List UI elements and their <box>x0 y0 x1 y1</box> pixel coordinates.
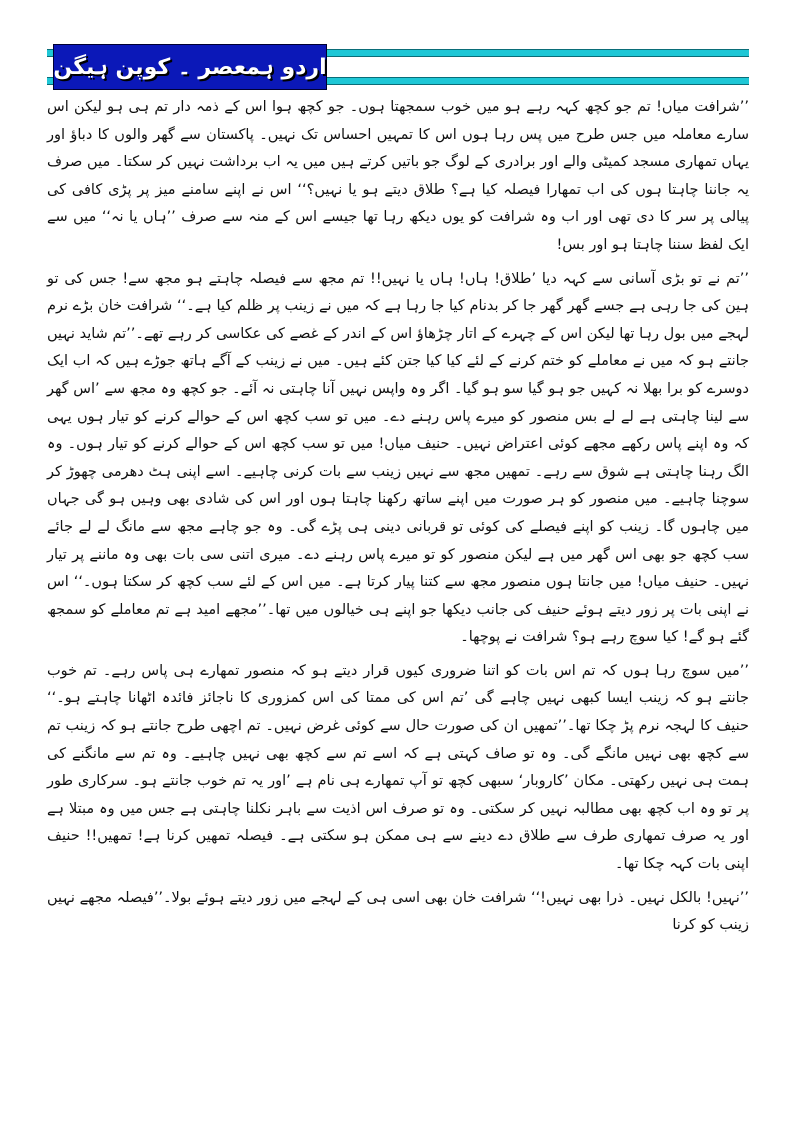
paragraph-3: ’’میں سوچ رہا ہوں کہ تم اس بات کو اتنا ضروری کیوں قرار دیتے ہو کہ منصور تمھارے ہی پاس رہے۔ تم خوب جانتے ہو کہ زینب ایسا کبھی نہیں چاہے گی ’تم اس کی ممتا کی اس کمزوری کا ناجائز فائدہ اٹھانا چاہتے ہو۔‘‘ حنیف کا لہجہ نرم پڑ چکا تھا۔’’تمھیں ان کی صورت حال سے کوئی غرض نہیں۔ تم اچھی طرح جانتے ہو کہ زینب تم سے کچھ بھی نہیں مانگے گی۔ وہ تو صاف کہتی ہے کہ اسے تم سے کچھ بھی نہیں چاہیے۔ وہ تم سے مانگنے کی ہمت ہی نہیں رکھتی۔ مکان ’کاروبار‘ سبھی کچھ تو آپ تمھارے ہی نام ہے ’اور یہ تم خوب جانتے ہو۔ سرکاری طور پر تو وہ اب کچھ بھی مطالبہ نہیں کر سکتی۔ وہ تو صرف اس اذیت سے باہر نکلنا چاہتی ہے جس میں وہ مبتلا ہے اور یہ صرف تمھاری طرف سے طلاق دے دینے سے ہی ممکن ہو سکتی ہے۔ فیصلہ تمھیں کرنا ہے! تمھیں!! حنیف اپنی بات کہہ چکا تھا۔ <box>47 662 749 873</box>
article-body <box>47 94 749 946</box>
header-title-box <box>53 44 327 90</box>
header-title: اردو ہمعصر ۔ کوپن ہیگن <box>53 54 327 80</box>
paragraph-4: ’’نہیں! بالکل نہیں۔ ذرا بھی نہیں!‘‘ شرافت خان بھی اسی ہی کے لہجے میں زور دیتے ہوئے بولا۔’’فیصلہ مجھے نہیں زینب کو کرنا <box>47 889 749 934</box>
page-header <box>47 44 749 88</box>
paragraph-2: ’’تم نے تو بڑی آسانی سے کہہ دیا ’طلاق! ہاں! ہاں یا نہیں!! تم مجھ سے فیصلہ چاہتے ہو مجھ سے! جس کی تو ہین کی جا رہی ہے جسے گھر گھر جا کر بدنام کیا جا رہا ہے کہ میں نے زینب پر ظلم کیا ہے۔‘‘ شرافت خان بڑے نرم لہجے میں بول رہا تھا لیکن اس کے چہرے کے اتار چڑھاؤ اس کے اندر کے غصے کی عکاسی کر رہے تھے۔’’تم شاید نہیں جانتے ہو کہ میں نے معاملے کو ختم کرنے کے لئے کیا کیا جتن کئے ہیں۔ میں نے زینب کے آگے ہاتھ جوڑے ہیں کہ اب ایک دوسرے کو برا بھلا نہ کہیں جو ہو گیا سو ہو گیا۔ اگر وہ واپس نہیں آنا چاہتی نہ آئے۔ جو کچھ وہ مجھ سے ’اس گھر سے لینا چاہتی ہے لے لے بس منصور کو میرے پاس رہنے دے۔ میں تو سب کچھ اس کے حوالے کرنے کو تیار ہوں یہی کہ وہ اپنے پاس رکھے مجھے کوئی اعتراض نہیں۔ حنیف میاں! میں تو سب کچھ اس کے حوالے کرنے کو تیار ہوں۔ وہ الگ رہنا چاہتی ہے شوق سے رہے۔ تمھیں مجھ سے نہیں زینب سے بات کرنی چاہیے۔ اسے اپنی ہٹ دھرمی چھوڑ کر سوچنا چاہیے۔ میں منصور کو ہر صورت میں اپنے ساتھ رکھنا چاہتا ہوں اور اس کی شادی بھی وہیں ہو گی جہاں میں چاہوں گا۔ زینب کو اپنے فیصلے کی کوئی تو قربانی دینی ہی پڑے گی۔ وہ جو چاہے مجھ سے مانگ لے لے جائے سب کچھ جو بھی اس گھر میں ہے لیکن منصور کو تو میرے پاس رہنے دے۔ میری اتنی سی بات بھی وہ ماننے پر تیار نہیں۔ حنیف میاں! میں جانتا ہوں منصور مجھ سے کتنا پیار کرتا ہے۔ میں اس کے لئے سب کچھ کر سکتا ہوں۔‘‘ اس نے اپنی بات پر زور دیتے ہوئے حنیف کی جانب دیکھا جو اپنے ہی خیالوں میں تھا۔’’مجھے امید ہے تم معاملے کو سمجھ گئے ہو گے! کیا سوچ رہے ہو؟ شرافت نے پوچھا۔ <box>47 270 749 646</box>
paragraph-1: ’’شرافت میاں! تم جو کچھ کہہ رہے ہو میں خوب سمجھتا ہوں۔ جو کچھ ہوا اس کے ذمہ دار تم ہی ہو لیکن اس سارے معاملہ میں جس طرح میں پس رہا ہوں اس کا تمہیں احساس تک نہیں۔ پاکستان سے گھر والوں کا دباؤ اور یہاں تمھاری مسجد کمیٹی والے اور برادری کے لوگ جو باتیں کرتے ہیں میں یہ اب برداشت نہیں کر سکتا۔ میں صرف یہ جاننا چاہتا ہوں کی اب تمھارا فیصلہ کیا ہے؟ طلاق دیتے ہو یا نہیں؟‘‘ اس نے اپنے سامنے میز پر پڑی کافی کی پیالی پر سر کا دی تھی اور اب وہ شرافت کو یوں دیکھ رہا تھا جیسے اس کے منہ سے صرف ’’ہاں یا نہ‘‘ میں سے ایک لفظ سننا چاہتا ہو اور بس! <box>47 99 749 253</box>
